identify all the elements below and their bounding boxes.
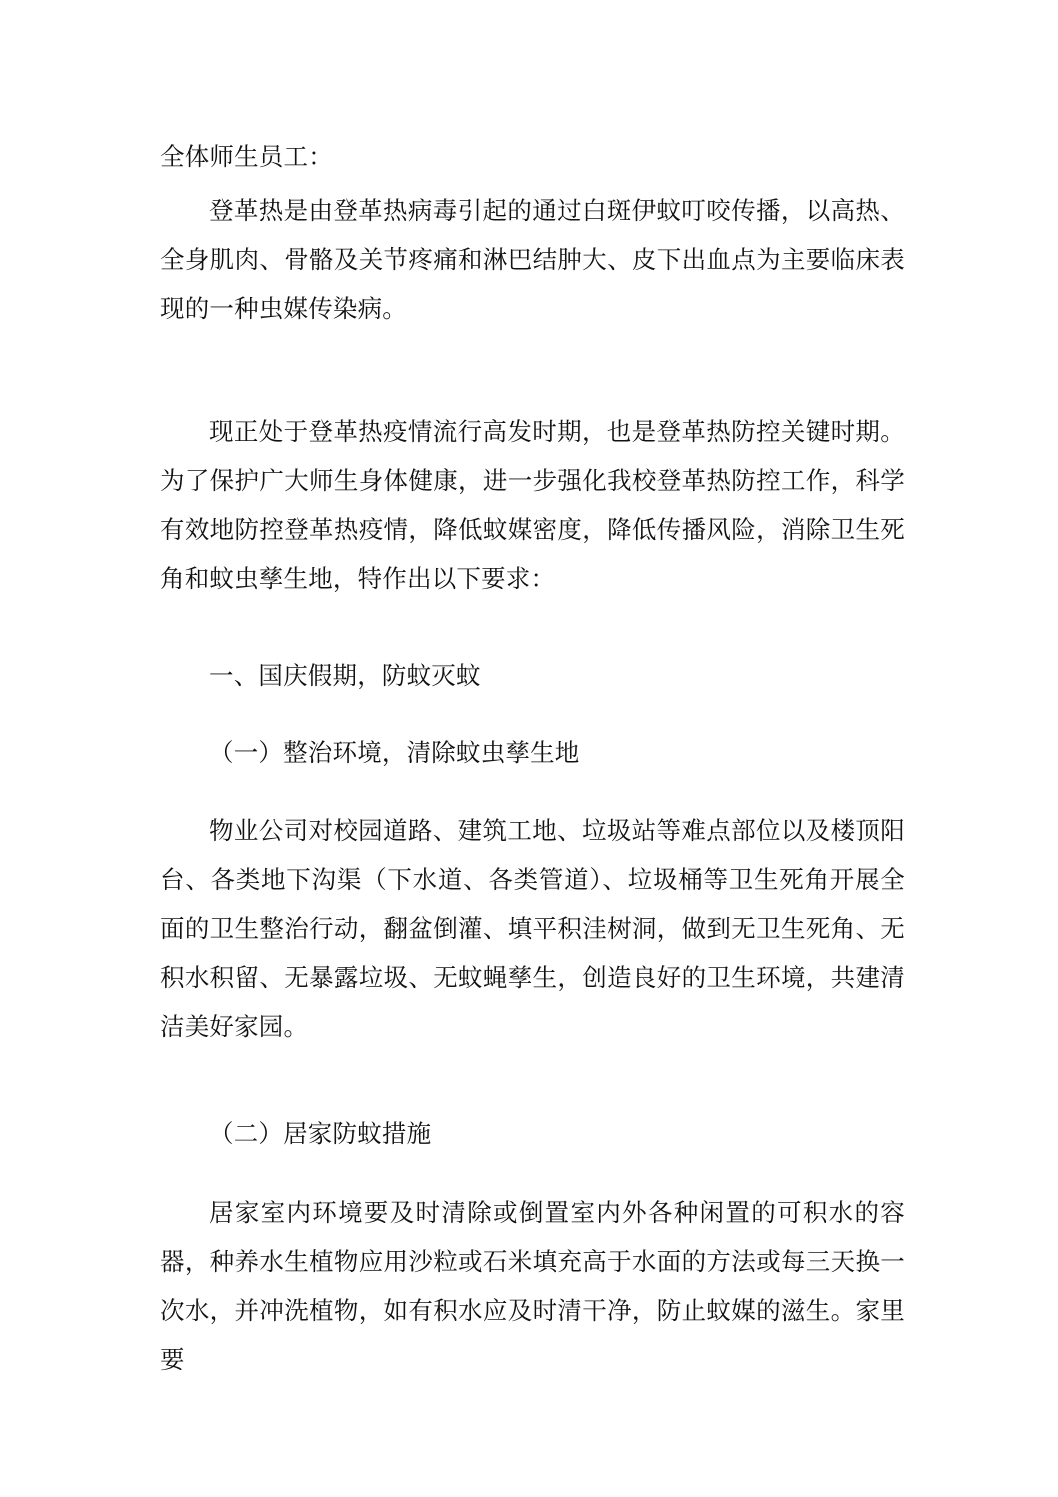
salutation: 全体师生员工： <box>160 142 333 171</box>
paragraph-property-company: 物业公司对校园道路、建筑工地、垃圾站等难点部位以及楼顶阳台、各类地下沟渠（下水道、各类管道）、垃圾桶等卫生死角开展全面的卫生整治行动，翻盆倒灌、填平积洼树洞，做到无卫生死角、无积水积留、无暴露垃圾、无蚊蝇孳生，创造良好的卫生环境，共建清洁美好家园。 <box>160 816 905 1041</box>
subsection-heading-1: （一）整治环境，清除蚊虫孳生地 <box>209 738 580 767</box>
paragraph-current-situation: 现正处于登革热疫情流行高发时期，也是登革热防控关键时期。为了保护广大师生身体健康，进一步强化我校登革热防控工作，科学有效地防控登革热疫情，降低蚊媒密度，降低传播风险，消除卫生死角和蚊虫孳生地，特作出以下要求： <box>160 417 905 593</box>
section-heading-1: 一、国庆假期，防蚊灭蚊 <box>209 661 481 690</box>
paragraph-home-measures: 居家室内环境要及时清除或倒置室内外各种闲置的可积水的容器，种养水生植物应用沙粒或石米填充高于水面的方法或每三天换一次水，并冲洗植物，如有积水应及时清干净，防止蚊媒的滋生。家里要 <box>160 1198 905 1374</box>
subsection-heading-2: （二）居家防蚊措施 <box>209 1119 432 1148</box>
paragraph-intro: 登革热是由登革热病毒引起的通过白斑伊蚊叮咬传播，以高热、全身肌肉、骨骼及关节疼痛和淋巴结肿大、皮下出血点为主要临床表现的一种虫媒传染病。 <box>160 196 905 323</box>
